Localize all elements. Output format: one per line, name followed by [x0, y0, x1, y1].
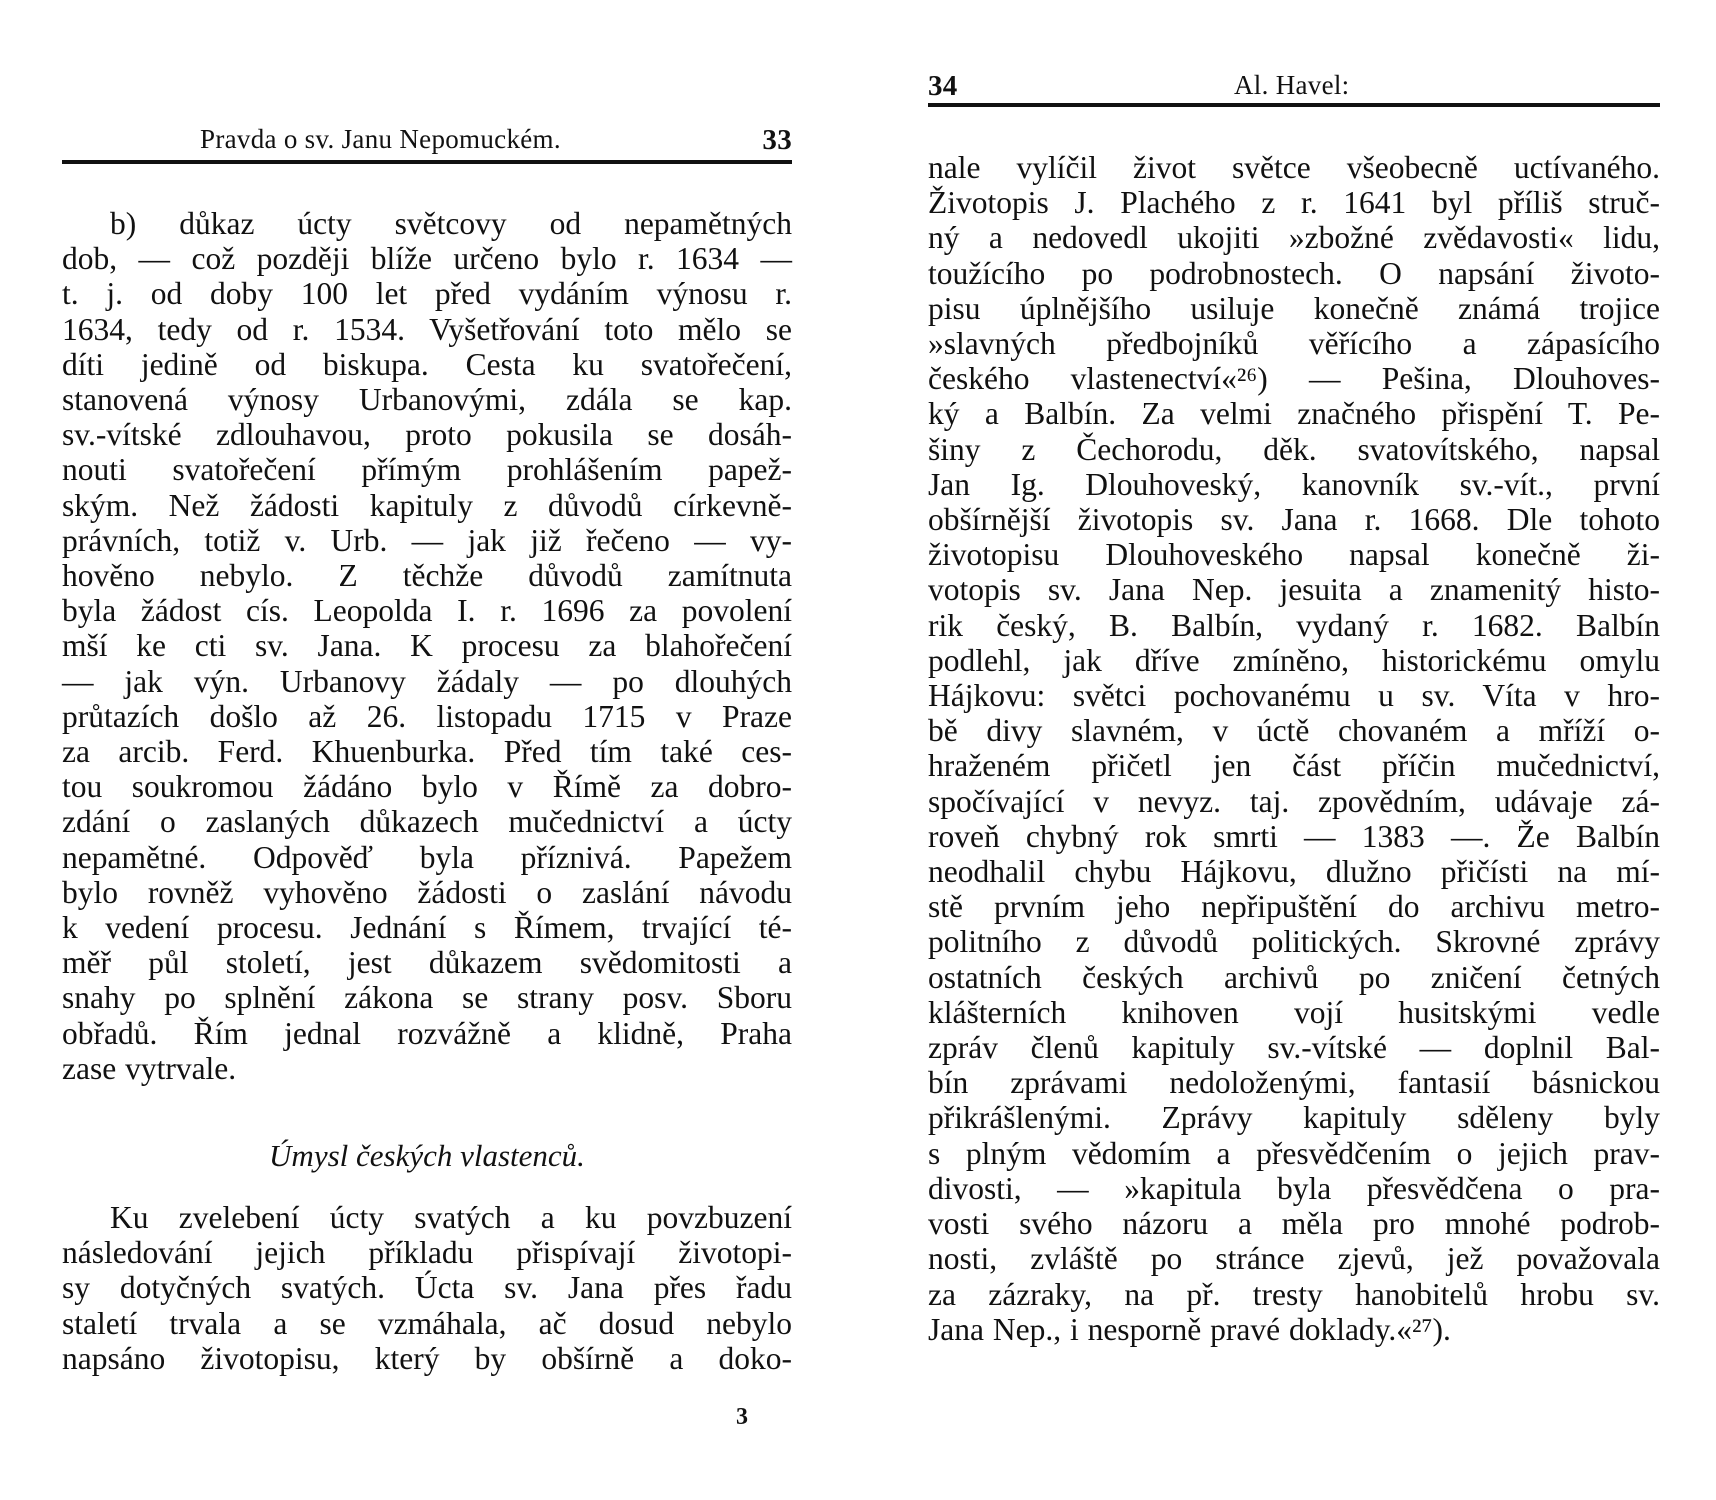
header-rule: [62, 160, 792, 164]
text-line: toužícího po podrobnostech. O napsání životo-: [928, 255, 1660, 291]
text-line: klášterních knihoven vojí husitskými vedle: [928, 994, 1660, 1030]
text-line: staletí trvala a se vzmáhala, ač dosud nebylo: [62, 1305, 792, 1341]
header-rule: [928, 103, 1660, 107]
text-line: bě divy slavném, v úctě chovaném a mříží o-: [928, 713, 1660, 749]
text-line: roveň chybný rok smrti — 1383 —. Že Balbín: [928, 818, 1660, 854]
text-line: vosti svého názoru a měla pro mnohé podrob-: [928, 1206, 1660, 1242]
text-line: nosti, zvláště po stránce zjevů, jež považovala: [928, 1241, 1660, 1277]
text-line: votopis sv. Jana Nep. jesuita a znamenitý histo-: [928, 572, 1660, 608]
text-line: Jana Nep., i nesporně pravé doklady.«²⁷).: [928, 1311, 1451, 1347]
text-line: stanovená výnosy Urbanovými, zdála se kap.: [62, 382, 792, 418]
text-line: snahy po splnění zákona se strany posv. Sboru: [62, 980, 792, 1016]
text-line: »slavných předbojníků věřícího a zápasícího: [928, 326, 1660, 362]
text-line: ostatních českých archivů po zničení četných: [928, 959, 1660, 995]
text-line: díti jedině od biskupa. Cesta ku svatořečení,: [62, 346, 792, 382]
text-line: neodhalil chybu Hájkovu, dlužno přičísti na mí-: [928, 854, 1660, 890]
text-line: ký a Balbín. Za velmi značného přispění T. Pe-: [928, 396, 1660, 432]
paragraph: [928, 150, 1660, 1347]
text-line: mší ke cti sv. Jana. K procesu za blahořečení: [62, 628, 792, 664]
text-line: spočívající v nevyz. taj. zpovědním, udávaje zá-: [928, 783, 1660, 819]
text-line: zdání o zaslaných důkazech mučednictví a úcty: [62, 804, 792, 840]
text-line: 1634, tedy od r. 1534. Vyšetřování toto mělo se: [62, 311, 792, 347]
text-line: podlehl, jak dříve zmíněno, historickému omylu: [928, 642, 1660, 678]
text-line: průtazích došlo až 26. listopadu 1715 v Praze: [62, 698, 792, 734]
text-line: byla žádost cís. Leopolda I. r. 1696 za povolení: [62, 593, 792, 629]
text-line: právních, totiž v. Urb. — jak již řečeno — vy-: [62, 522, 792, 558]
text-line: politního z důvodů politických. Skrovné zprávy: [928, 924, 1660, 960]
text-line: k vedení procesu. Jednání s Římem, trvající té-: [62, 910, 792, 946]
paragraph: [62, 1200, 792, 1376]
text-line: rik český, B. Balbín, vydaný r. 1682. Balbín: [928, 607, 1660, 643]
page-number: 34: [928, 70, 958, 102]
text-line: obšírnější životopis sv. Jana r. 1668. Dle tohoto: [928, 502, 1660, 538]
text-line: za arcib. Ferd. Khuenburka. Před tím také ces-: [62, 734, 792, 770]
text-line: životopisu Dlouhoveského napsal konečně ži-: [928, 537, 1660, 573]
text-line: hověno nebylo. Z těchže důvodů zamítnuta: [62, 558, 792, 594]
text-line: Životopis J. Plachého z r. 1641 byl příliš struč-: [928, 185, 1660, 221]
text-line: obřadů. Řím jednal rozvážně a klidně, Praha: [62, 1015, 792, 1051]
running-head: [928, 66, 1660, 106]
text-line: divosti, — »kapitula byla přesvědčena o pra-: [928, 1170, 1660, 1206]
text-line: b) důkaz úcty světcovy od nepamětných: [110, 206, 792, 241]
text-line: hraženém přičetl jen část příčin mučednictví,: [928, 748, 1660, 784]
page-number: 33: [762, 124, 792, 156]
section-heading: Úmysl českých vlastenců.: [269, 1138, 585, 1173]
text-line: Jan Ig. Dlouhoveský, kanovník sv.-vít., první: [928, 466, 1660, 502]
text-line: napsáno životopisu, který by obšírně a doko-: [62, 1340, 792, 1376]
text-line: — jak výn. Urbanovy žádaly — po dlouhých: [62, 663, 792, 699]
text-line: Hájkovu: světci pochovanému u sv. Víta v hro-: [928, 678, 1660, 714]
text-line: přikrášlenými. Zprávy kapituly sděleny byly: [928, 1100, 1660, 1136]
text-line: nale vylíčil život světce všeobecně uctívaného.: [928, 150, 1660, 185]
text-line: bín zprávami nedoloženými, fantasií básnickou: [928, 1065, 1660, 1101]
text-line: za zázraky, na př. tresty hanobitelů hrobu sv.: [928, 1276, 1660, 1312]
text-line: zpráv členů kapituly sv.-vítské — doplnil Bal-: [928, 1030, 1660, 1066]
paragraph: [62, 206, 792, 1086]
text-line: Ku zvelebení úcty svatých a ku povzbuzení: [110, 1200, 792, 1235]
text-line: následování jejich příkladu přispívají životopi-: [62, 1235, 792, 1271]
text-line: sv.-vítské zdlouhavou, proto pokusila se dosáh-: [62, 417, 792, 453]
text-line: sy dotyčných svatých. Úcta sv. Jana přes řadu: [62, 1270, 792, 1306]
text-line: ný a nedovedl ukojiti »zbožné zvědavosti« lidu,: [928, 220, 1660, 256]
text-line: měř půl století, jest důkazem svědomitosti a: [62, 945, 792, 981]
signature-mark: 3: [736, 1404, 748, 1430]
text-line: nouti svatořečení přímým prohlášením papež-: [62, 452, 792, 488]
text-line: t. j. od doby 100 let před vydáním výnosu r.: [62, 276, 792, 312]
running-title: Pravda o sv. Janu Nepomuckém.: [200, 124, 561, 154]
text-line: dob, — což později blíže určeno bylo r. 1634 —: [62, 241, 792, 277]
running-head: [62, 120, 792, 160]
text-line: bylo rovněž vyhověno žádosti o zaslání návodu: [62, 874, 792, 910]
text-line: stě prvním jeho nepřipuštění do archivu metro-: [928, 889, 1660, 925]
text-line: tou soukromou žádáno bylo v Římě za dobro-: [62, 769, 792, 805]
text-line: zase vytrvale.: [62, 1050, 237, 1086]
text-line: s plným vědomím a přesvědčením o jejich prav-: [928, 1135, 1660, 1171]
text-line: šiny z Čechorodu, děk. svatovítského, napsal: [928, 431, 1660, 467]
text-line: ským. Než žádosti kapituly z důvodů církevně-: [62, 487, 792, 523]
text-line: pisu úplnějšího usiluje konečně známá trojice: [928, 290, 1660, 326]
running-title: Al. Havel:: [1234, 70, 1350, 100]
text-line: českého vlastenectví«²⁶) — Pešina, Dlouhoves-: [928, 361, 1660, 397]
text-line: nepamětné. Odpověď byla příznivá. Papežem: [62, 839, 792, 875]
